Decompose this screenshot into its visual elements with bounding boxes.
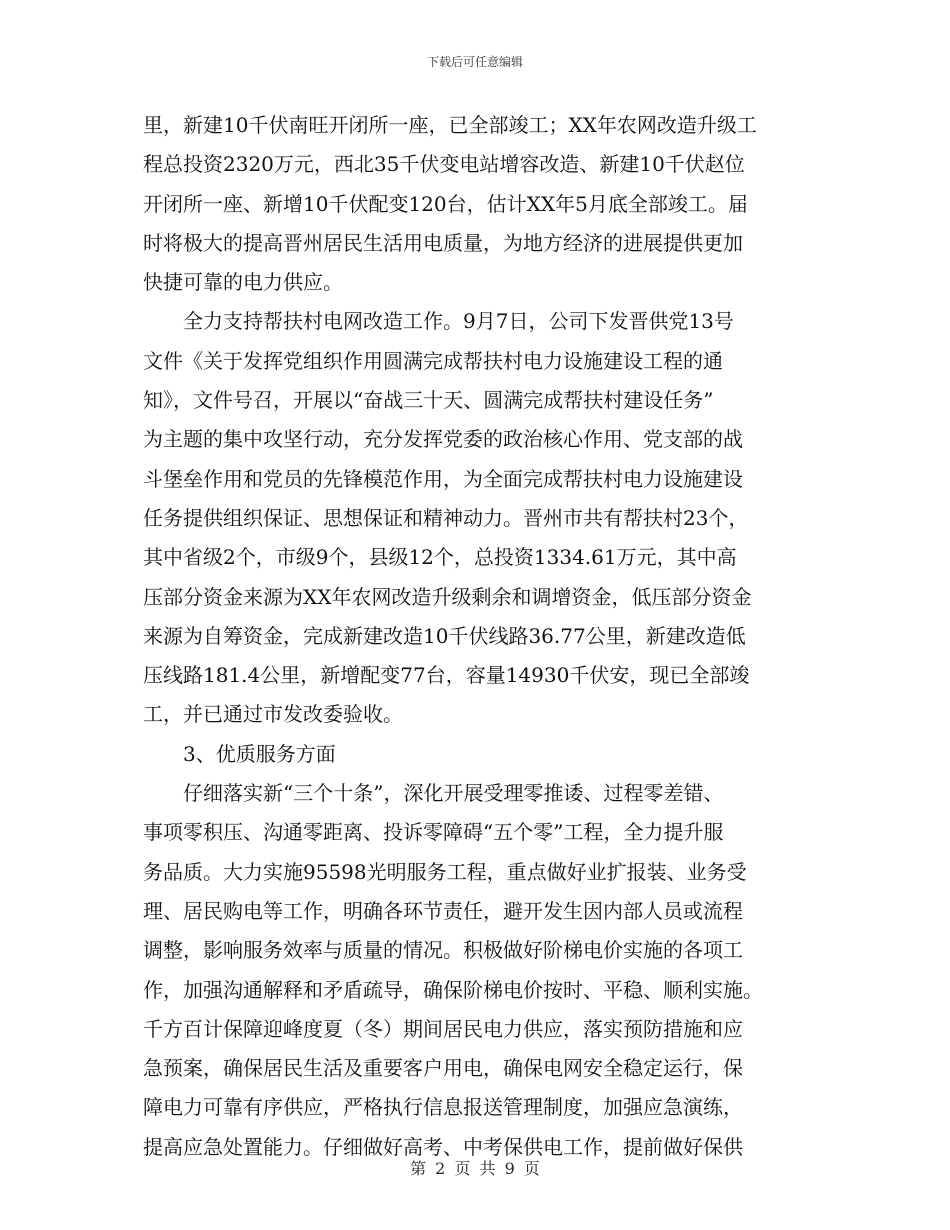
text-line: 提高应急处置能力。仔细做好高考、中考保供电工作，提前做好保供	[143, 1134, 743, 1159]
text-line: 时将极大的提高晋州居民生活用电质量，为地方经济的进展提供更加	[143, 230, 743, 255]
text-line: 仔细落实新“三个十条”，深化开展受理零推诿、过程零差错、	[183, 781, 724, 806]
text-line: 开闭所一座、新增10千伏配变120台，估计XX年5月底全部竣工。届	[143, 191, 748, 216]
text-line: 障电力可靠有序供应，严格执行信息报送管理制度，加强应急演练，	[143, 1095, 743, 1120]
text-line: 任务提供组织保证、思想保证和精神动力。晋州市共有帮扶村23个，	[143, 505, 749, 530]
text-line: 全力支持帮扶村电网改造工作。9月7日，公司下发晋供党13号	[183, 309, 734, 334]
text-line: 为主题的集中攻坚行动，充分发挥党委的政治核心作用、党支部的战	[143, 427, 743, 452]
text-line: 千方百计保障迎峰度夏（冬）期间居民电力供应，落实预防措施和应	[143, 1016, 743, 1041]
page-number: 第 2 页 共 9 页	[410, 1159, 540, 1178]
text-line: 事项零积压、沟通零距离、投诉零障碍“五个零”工程，全力提升服	[143, 820, 724, 845]
text-line: 务品质。大力实施95598光明服务工程，重点做好业扩报装、业务受	[143, 859, 747, 884]
text-line: 知》，文件号召，开展以“奋战三十天、圆满完成帮扶村建设任务”	[143, 388, 714, 413]
page-header: 下载后可任意编辑	[426, 55, 523, 69]
text-line: 工，并已通过市发改委验收。	[143, 702, 403, 727]
document-body	[143, 106, 811, 1167]
text-line: 其中省级2个，市级9个，县级12个，总投资1334.61万元，其中高	[143, 545, 737, 570]
text-line: 作，加强沟通解释和矛盾疏导，确保阶梯电价按时、平稳、顺利实施。	[143, 977, 763, 1002]
text-line: 来源为自筹资金，完成新建改造10千伏线路36.77公里，新建改造低	[143, 623, 746, 648]
text-line: 斗堡垒作用和党员的先锋模范作用，为全面完成帮扶村电力设施建设	[143, 466, 743, 491]
text-line: 里，新建10千伏南旺开闭所一座，已全部竣工；XX年农网改造升级工	[143, 113, 757, 137]
text-line: 理、居民购电等工作，明确各环节责任，避开发生因内部人员或流程	[143, 898, 743, 923]
text-line: 压线路181.4公里，新增配变77台，容量14930千伏安，现已全部竣	[143, 663, 750, 688]
text-line: 程总投资2320万元，西北35千伏变电站增容改造、新建10千伏赵位	[143, 152, 745, 177]
text-line: 3、优质服务方面	[183, 741, 336, 766]
text-line: 急预案，确保居民生活及重要客户用电，确保电网安全稳定运行，保	[143, 1056, 743, 1081]
text-line: 文件《关于发挥党组织作用圆满完成帮扶村电力设施建设工程的通	[143, 348, 723, 373]
text-line: 压部分资金来源为XX年农网改造升级剩余和调增资金，低压部分资金	[143, 584, 752, 609]
text-line: 快捷可靠的电力供应。	[143, 270, 343, 295]
text-line: 调整，影响服务效率与质量的情况。积极做好阶梯电价实施的各项工	[143, 938, 743, 963]
